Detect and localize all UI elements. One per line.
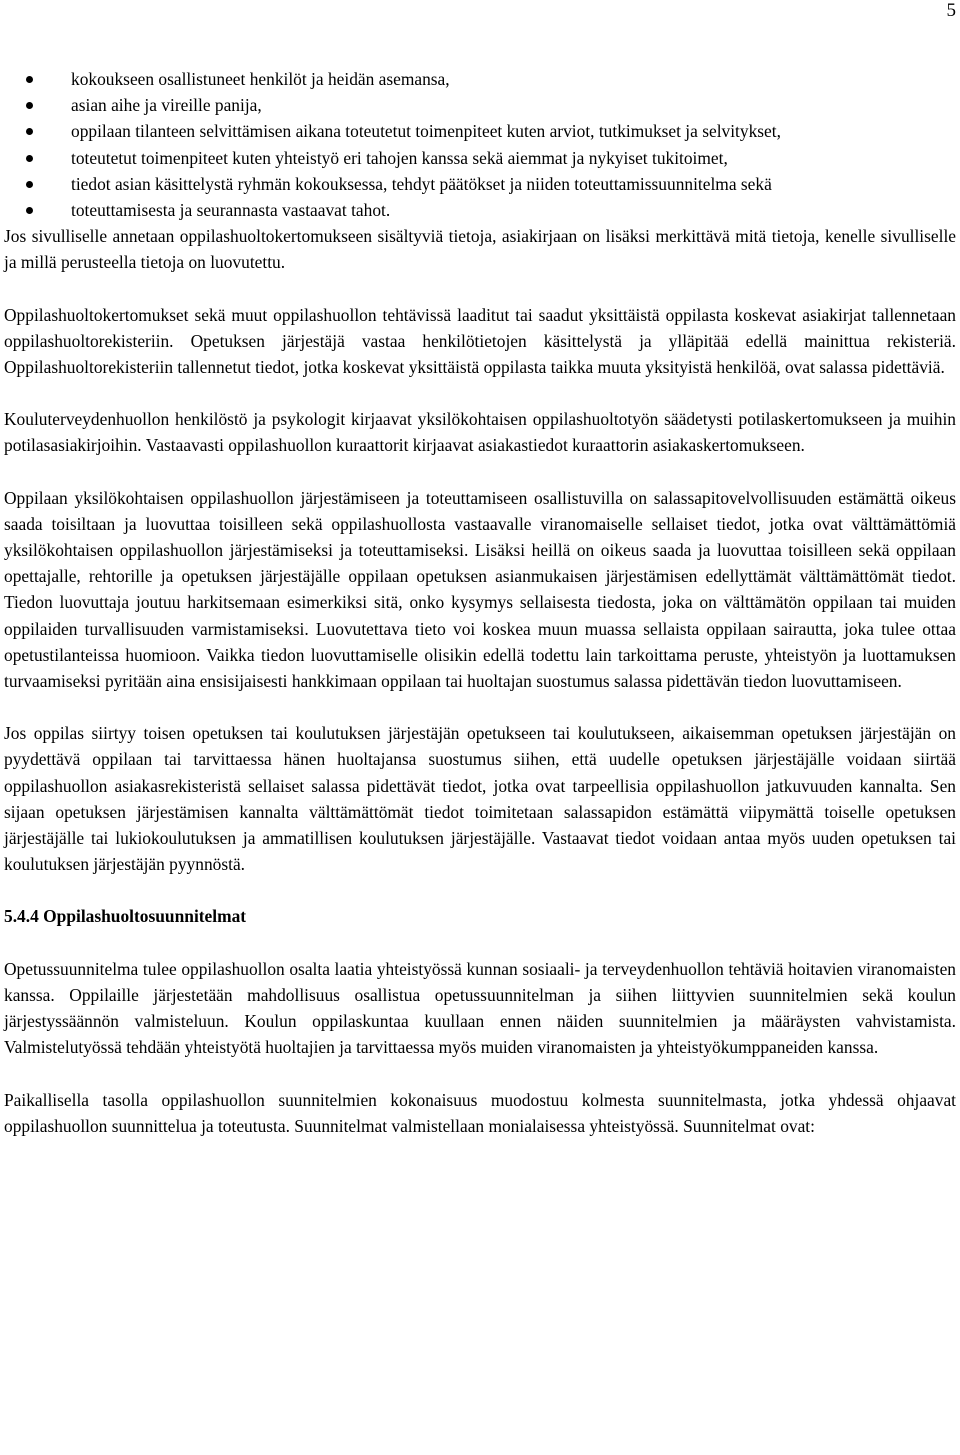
bullet-text: asian aihe ja vireille panija, <box>71 95 262 116</box>
bullet-text: oppilaan tilanteen selvittämisen aikana toteutetut toimenpiteet kuten arviot, tutkimukset ja selvitykset, <box>71 121 781 142</box>
bullet-dot-icon <box>26 128 33 135</box>
paragraph-health-records: Kouluterveydenhuollon henkilöstö ja psykologit kirjaavat yksilökohtaisen oppilashuoltotyön säädetysti potilaskertomukseen ja muihin potilasasiakirjoihin. Vastaavasti oppilashuollon kuraattorit kirjaavat asiakastiedot kuraattorin asiakaskertomukseen. <box>4 409 956 456</box>
bullet-text: toteutetut toimenpiteet kuten yhteistyö eri tahojen kanssa sekä aiemmat ja nykyiset tukitoimet, <box>71 147 728 168</box>
bullet-text: tiedot asian käsittelystä ryhmän kokouksessa, tehdyt päätökset ja niiden toteuttamissuunnitelma sekä <box>71 173 772 194</box>
bullet-dot-icon <box>26 181 33 188</box>
bullet-text: toteuttamisesta ja seurannasta vastaavat tahot. <box>71 200 391 221</box>
bullet-dot-icon <box>26 207 33 214</box>
bullet-item <box>4 171 956 197</box>
paragraph-register: Oppilashuoltokertomukset sekä muut oppilashuollon tehtävissä laaditut tai saadut yksittäistä oppilasta koskevat asiakirjat tallennetaan oppilashuoltorekisteriin. Opetuksen järjestäjä vastaa henkilötietojen käsittelystä ja ylläpitää edellä mainittua rekisteriä. Oppilashuoltorekisteriin tallennetut tiedot, jotka koskevat yksittäistä oppilasta taikka muuta yksityistä henkilöä, ovat salassa pidettäviä. <box>4 304 956 378</box>
bullet-item <box>4 118 956 144</box>
paragraph-disclosure-record: Jos sivulliselle annetaan oppilashuoltokertomukseen sisältyviä tietoja, asiakirjaan on lisäksi merkittävä mitä tietoja, kenelle sivulliselle ja millä perusteella tietoja on luovutettu. <box>4 226 956 273</box>
bullet-text: kokoukseen osallistuneet henkilöt ja heidän asemansa, <box>71 69 450 89</box>
page-number: 5 <box>946 0 956 21</box>
paragraph-local-plans: Paikallisella tasolla oppilashuollon suunnitelmien kokonaisuus muodostuu kolmesta suunnitelmasta, jotka yhdessä ohjaavat oppilashuollon suunnittelua ja toteutusta. Suunnitelmat valmistellaan monialaisessa yhteistyössä. Suunnitelmat ovat: <box>4 1089 956 1136</box>
bullet-item <box>4 145 956 171</box>
paragraph-student-transfer: Jos oppilas siirtyy toisen opetuksen tai koulutuksen järjestäjän opetukseen tai koulutukseen, aikaisemman opetuksen järjestäjän on pyydettävä oppilaan tai tarvittaessa hänen huoltajansa suostumus siihen, että uudelle opetuksen järjestäjälle voidaan siirtää oppilashuollon asiakasrekisteristä sellaiset salassa pidettävät tiedot, jotka ovat tarpeellisia oppilashuollon jatkuvuuden kannalta. Sen sijaan opetuksen järjestämisen kannalta välttämättömät tiedot toimitetaan salassapidon estämättä viipymättä toiselle opetuksen järjestäjälle tai lukiokoulutuksen ja ammatillisen koulutuksen järjestäjälle. Vastaavat tiedot voidaan antaa myös uuden opetuksen tai koulutuksen järjestäjän pyynnöstä. <box>4 723 956 875</box>
bullet-item <box>4 92 956 118</box>
paragraph-information-sharing: Oppilaan yksilökohtaisen oppilashuollon järjestämiseen ja toteuttamiseen osallistuvilla on salassapitovelvollisuuden estämättä oikeus saada toisiltaan ja luovuttaa toisilleen sekä oppilashuollosta vastaavalle viranomaiselle sellaiset tiedot, jotka ovat välttämättömiä yksilökohtaisen oppilashuollon järjestämiseksi ja toteuttamiseksi. Lisäksi heillä on oikeus saada ja luovuttaa toisilleen sekä oppilaan opettajalle, rehtorille ja opetuksen järjestäjälle oppilaan opetuksen asianmukaisen järjestämisen edellyttämät välttämättömät tiedot. Tiedon luovuttaja joutuu harkitsemaan esimerkiksi sitä, onko kysymys sellaisesta tiedosta, joka on välttämätön oppilaan tai muiden oppilaiden turvallisuuden varmistamiseksi. Luovutettava tieto voi koskea muun muassa sellaista oppilaan sairautta, joka tulee ottaa opetustilanteissa huomioon. Vaikka tiedon luovuttamiselle olisikin edellä todettu lain tarkoittama peruste, yhteistyön ja luottamuksen turvaamiseksi pyritään aina ensisijaisesti hankkimaan oppilaan tai huoltajan suostumus salassa pidettävän tiedon luovuttamiseen. <box>4 487 956 692</box>
paragraph-curriculum-cooperation: Opetussuunnitelma tulee oppilashuollon osalta laatia yhteistyössä kunnan sosiaali- ja terveydenhuollon tehtäviä hoitavien viranomaisten kanssa. Oppilaille järjestetään mahdollisuus osallistua opetussuunnitelman ja siihen liittyvien suunnitelmien sekä koulun järjestyssäännön valmisteluun. Koulun oppilaskuntaa kuullaan ennen näiden suunnitelmien ja määräysten vahvistamista. Valmistelutyössä tehdään yhteistyötä huoltajien ja tarvittaessa myös muiden viranomaisten ja yhteistyökumppaneiden kanssa. <box>4 958 956 1058</box>
bullet-item <box>4 197 956 223</box>
bullet-list <box>4 66 956 223</box>
section-heading: 5.4.4 Oppilashuoltosuunnitelmat <box>4 906 247 927</box>
bullet-item <box>4 66 956 92</box>
document-body <box>4 66 956 1139</box>
bullet-dot-icon <box>26 102 33 109</box>
bullet-dot-icon <box>26 155 33 162</box>
bullet-dot-icon <box>26 76 33 83</box>
